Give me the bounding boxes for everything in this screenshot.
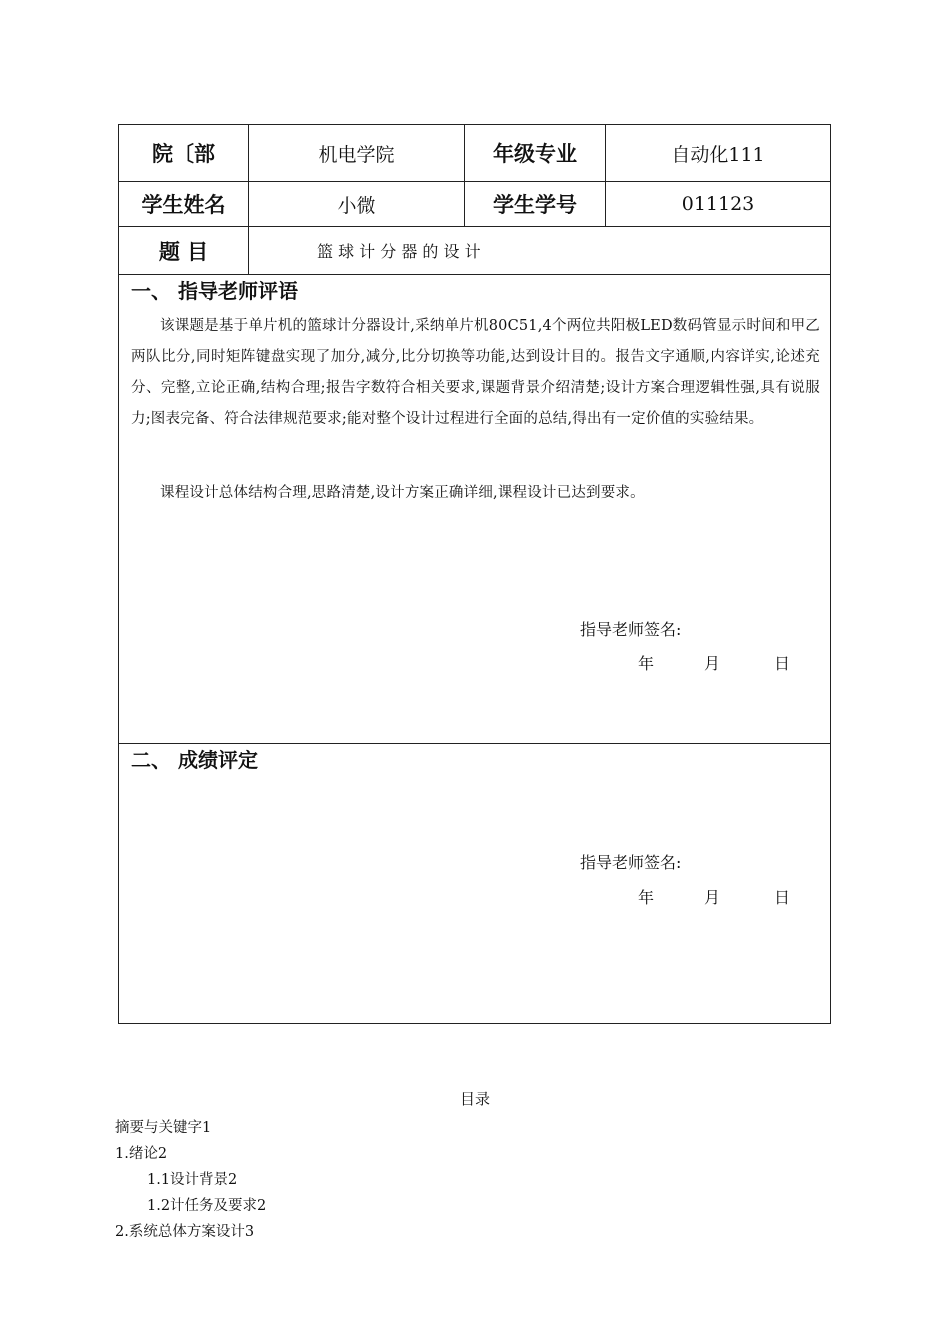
- student-name-value: 小微: [249, 182, 465, 226]
- major-value: 自动化111: [671, 143, 765, 166]
- date-month: 月: [704, 654, 721, 673]
- form-row-student: [119, 182, 830, 227]
- toc-item[interactable]: 1.2计任务及要求2: [147, 1198, 267, 1214]
- grade-date-day: 日: [774, 888, 791, 907]
- grade-title: 二、 成绩评定: [131, 748, 258, 772]
- topic-value: 篮 球 计 分 器 的 设 计: [317, 242, 481, 261]
- student-name-label: 学生姓名: [119, 182, 249, 226]
- toc-item[interactable]: 1.1设计背景2: [147, 1172, 238, 1188]
- form-row-topic: [119, 227, 830, 275]
- toc-item[interactable]: 摘要与关键字1: [115, 1120, 212, 1136]
- advisor-comments-title: 一、 指导老师评语: [131, 279, 298, 303]
- form-row-department: [119, 125, 830, 182]
- advisor-signature-label: 指导老师签名:: [580, 620, 682, 639]
- topic-label: 题 目: [119, 227, 249, 274]
- grade-section: [119, 744, 830, 1023]
- advisor-comments-section: [119, 275, 830, 744]
- toc-title: 目录: [459, 1090, 490, 1108]
- grade-signature-label: 指导老师签名:: [580, 853, 682, 872]
- student-id-label: 学生学号: [465, 182, 606, 226]
- date-day: 日: [774, 654, 791, 673]
- advisor-comments-paragraph-2: 课程设计总体结构合理,思路清楚,设计方案正确详细,课程设计已达到要求。: [160, 485, 645, 501]
- student-id-value: 011123: [681, 193, 755, 215]
- toc-item[interactable]: 2.系统总体方案设计3: [115, 1224, 255, 1240]
- department-value: 机电学院: [249, 125, 465, 181]
- department-label: 院〔部: [119, 125, 249, 181]
- date-year: 年: [638, 654, 655, 673]
- major-label: 年级专业: [465, 125, 606, 181]
- grade-date-month: 月: [704, 888, 721, 907]
- grade-date-year: 年: [638, 888, 655, 907]
- advisor-comments-paragraph-1: 该课题是基于单片机的篮球计分器设计,采纳单片机80C51,4个两位共阳极LED数码管显示时间和甲乙两队比分,同时矩阵键盘实现了加分,减分,比分切换等功能,达到设计目的。报告文字通顺,内容详实,论述充分、完整,立论正确,结构合理;报告字数符合相关要求,课题背景介绍清楚;设计方案合理逻辑性强,具有说服力;图表完备、符合法律规范要求;能对整个设计过程进行全面的总结,得出有一定价值的实验结果。: [131, 318, 820, 427]
- evaluation-form: [118, 124, 831, 1024]
- toc-item[interactable]: 1.绪论2: [115, 1146, 168, 1162]
